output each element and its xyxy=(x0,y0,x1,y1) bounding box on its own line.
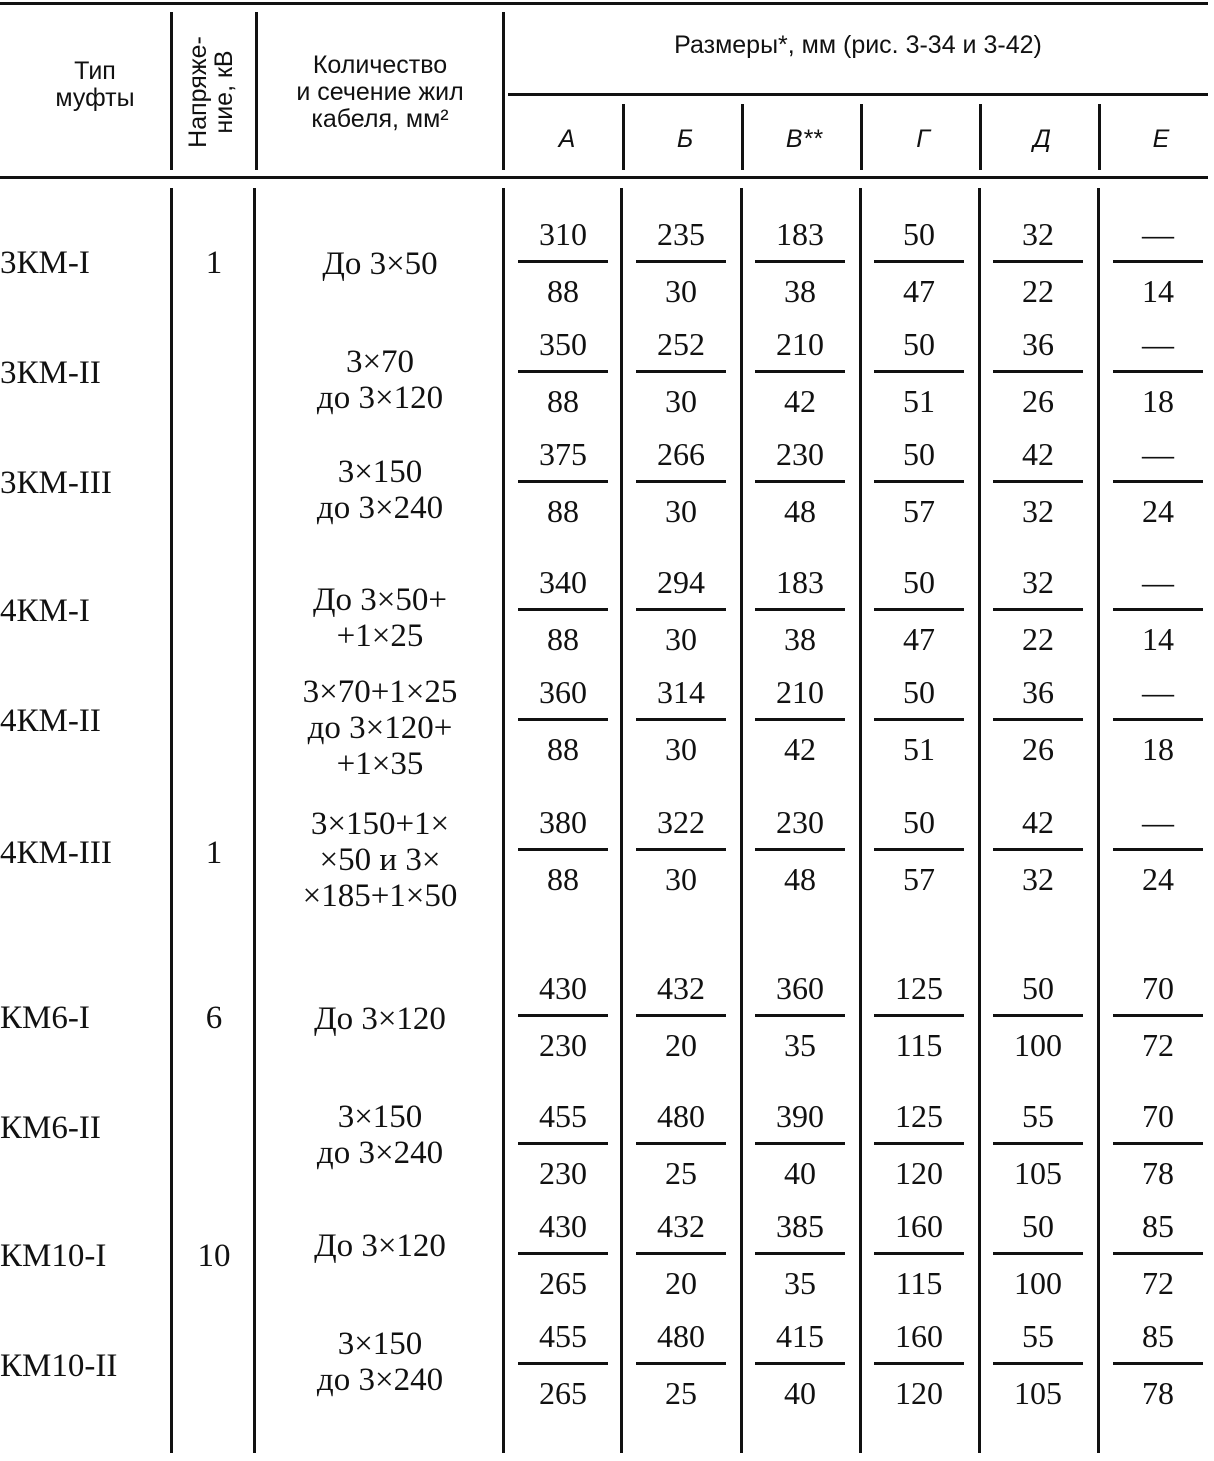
fraction-bar xyxy=(1113,1142,1203,1145)
dimension-numerator: 55 xyxy=(1022,1098,1054,1134)
fraction-bar xyxy=(874,1014,964,1017)
dimension-numerator: 235 xyxy=(657,216,705,252)
dimension-fraction xyxy=(874,1208,964,1301)
fraction-bar xyxy=(755,260,845,263)
dimension-numerator: 85 xyxy=(1142,1208,1174,1244)
dimension-numerator: 50 xyxy=(903,436,935,472)
dimension-fraction xyxy=(874,216,964,309)
column-header-a: А xyxy=(558,125,576,153)
dimension-denominator: 30 xyxy=(665,861,697,897)
dimension-denominator: 88 xyxy=(547,383,579,419)
fraction-bar xyxy=(993,718,1083,721)
dimension-numerator: 85 xyxy=(1142,1318,1174,1354)
dimension-numerator: — xyxy=(1142,326,1174,362)
dimension-numerator: 294 xyxy=(657,564,705,600)
fraction-bar xyxy=(636,1362,726,1365)
fraction-bar xyxy=(1113,260,1203,263)
dimension-numerator: 50 xyxy=(903,326,935,362)
voltage-value: 10 xyxy=(197,1238,231,1274)
sleeve-type-label: 4КМ-III xyxy=(0,835,112,871)
cores-column-header: Количество и сечение жил кабеля, мм² xyxy=(296,51,464,133)
dimension-denominator: 120 xyxy=(895,1375,943,1411)
dimension-numerator: 50 xyxy=(903,216,935,252)
fraction-bar xyxy=(874,1362,964,1365)
cable-cores-section: 3×150+1× ×50 и 3× ×185+1×50 xyxy=(302,806,458,914)
fraction-bar xyxy=(993,1014,1083,1017)
fraction-bar xyxy=(993,1252,1083,1255)
dimension-numerator: — xyxy=(1142,804,1174,840)
fraction-bar xyxy=(755,718,845,721)
dimension-denominator: 115 xyxy=(895,1265,943,1301)
fraction-bar xyxy=(518,1362,608,1365)
fraction-bar xyxy=(518,608,608,611)
dimension-numerator: 430 xyxy=(539,1208,587,1244)
cable-cores-section: До 3×120 xyxy=(314,1228,446,1264)
dimension-denominator: 88 xyxy=(547,621,579,657)
dimension-denominator: 57 xyxy=(903,861,935,897)
dimension-fraction xyxy=(874,970,964,1063)
dimension-denominator: 230 xyxy=(539,1155,587,1191)
cable-cores-section: 3×150 до 3×240 xyxy=(316,1326,444,1398)
dimension-fraction xyxy=(993,1318,1083,1411)
dimension-fraction xyxy=(518,1208,608,1301)
dimension-fraction xyxy=(874,674,964,767)
dimension-fraction xyxy=(636,804,726,897)
fraction-bar xyxy=(518,370,608,373)
dimension-fraction xyxy=(874,564,964,657)
dimension-fraction xyxy=(1113,1318,1203,1411)
dimension-denominator: 22 xyxy=(1022,621,1054,657)
dimension-numerator: 432 xyxy=(657,970,705,1006)
fraction-bar xyxy=(518,1014,608,1017)
dimension-denominator: 14 xyxy=(1142,273,1174,309)
fraction-bar xyxy=(993,260,1083,263)
dimension-denominator: 40 xyxy=(784,1155,816,1191)
dimension-numerator: 360 xyxy=(776,970,824,1006)
dimension-denominator: 25 xyxy=(665,1155,697,1191)
dimension-numerator: — xyxy=(1142,216,1174,252)
sleeve-type-label: 3КМ-II xyxy=(0,355,101,391)
dimension-numerator: 55 xyxy=(1022,1318,1054,1354)
dimension-denominator: 20 xyxy=(665,1265,697,1301)
voltage-value: 1 xyxy=(205,245,223,281)
dimension-denominator: 26 xyxy=(1022,383,1054,419)
dimension-numerator: — xyxy=(1142,674,1174,710)
column-divider xyxy=(978,188,981,1453)
column-divider xyxy=(502,12,505,170)
dimension-numerator: 375 xyxy=(539,436,587,472)
dimension-denominator: 100 xyxy=(1014,1027,1062,1063)
dimension-fraction xyxy=(755,216,845,309)
dimension-fraction xyxy=(874,326,964,419)
dimension-fraction xyxy=(518,564,608,657)
dimension-denominator: 120 xyxy=(895,1155,943,1191)
dimension-fraction xyxy=(518,436,608,529)
dimension-denominator: 88 xyxy=(547,493,579,529)
dimension-fraction xyxy=(993,436,1083,529)
dimension-numerator: 266 xyxy=(657,436,705,472)
dimension-denominator: 47 xyxy=(903,621,935,657)
fraction-bar xyxy=(993,1142,1083,1145)
dimension-numerator: 50 xyxy=(903,674,935,710)
sleeve-type-label: КМ6-I xyxy=(0,1000,90,1036)
dimension-numerator: 480 xyxy=(657,1098,705,1134)
dimension-denominator: 105 xyxy=(1014,1375,1062,1411)
fraction-bar xyxy=(993,480,1083,483)
column-divider xyxy=(170,12,173,170)
fraction-bar xyxy=(1113,608,1203,611)
fraction-bar xyxy=(1113,1014,1203,1017)
fraction-bar xyxy=(636,480,726,483)
dimensions-subheader-rule xyxy=(508,93,1208,96)
header-bottom-rule xyxy=(0,176,1208,179)
dimension-numerator: 32 xyxy=(1022,564,1054,600)
table-top-rule xyxy=(0,2,1208,5)
dimension-denominator: 48 xyxy=(784,861,816,897)
dimension-denominator: 48 xyxy=(784,493,816,529)
dimension-fraction xyxy=(874,436,964,529)
type-column-header: Тип муфты xyxy=(55,57,135,112)
dimension-fraction xyxy=(755,1098,845,1191)
dimension-denominator: 32 xyxy=(1022,861,1054,897)
dimension-fraction xyxy=(1113,564,1203,657)
dimension-denominator: 30 xyxy=(665,273,697,309)
sleeve-type-label: КМ6-II xyxy=(0,1110,101,1146)
fraction-bar xyxy=(993,1362,1083,1365)
fraction-bar xyxy=(874,260,964,263)
dimension-denominator: 47 xyxy=(903,273,935,309)
fraction-bar xyxy=(993,608,1083,611)
dimension-denominator: 25 xyxy=(665,1375,697,1411)
dimension-fraction xyxy=(518,1098,608,1191)
sleeve-type-label: 3КМ-I xyxy=(0,245,90,281)
voltage-value: 6 xyxy=(205,1000,223,1036)
dimension-numerator: 480 xyxy=(657,1318,705,1354)
dimensions-group-header: Размеры*, мм (рис. 3-34 и 3-42) xyxy=(674,31,1042,59)
dimension-fraction xyxy=(518,970,608,1063)
dimension-denominator: 100 xyxy=(1014,1265,1062,1301)
dimension-denominator: 42 xyxy=(784,383,816,419)
dimension-numerator: 70 xyxy=(1142,1098,1174,1134)
dimension-fraction xyxy=(874,804,964,897)
dimension-numerator: 455 xyxy=(539,1318,587,1354)
fraction-bar xyxy=(755,1014,845,1017)
dimension-fraction xyxy=(518,674,608,767)
dimension-numerator: 350 xyxy=(539,326,587,362)
fraction-bar xyxy=(1113,370,1203,373)
fraction-bar xyxy=(518,718,608,721)
cable-cores-section: До 3×50 xyxy=(322,246,438,282)
dimension-fraction xyxy=(1113,1098,1203,1191)
dimension-fraction xyxy=(874,1098,964,1191)
dimension-numerator: 50 xyxy=(1022,1208,1054,1244)
fraction-bar xyxy=(874,1142,964,1145)
dimension-denominator: 105 xyxy=(1014,1155,1062,1191)
dimension-numerator: 42 xyxy=(1022,804,1054,840)
dimension-fraction xyxy=(993,1098,1083,1191)
dimension-denominator: 24 xyxy=(1142,493,1174,529)
dimension-denominator: 38 xyxy=(784,621,816,657)
dimension-numerator: 230 xyxy=(776,804,824,840)
dimension-fraction xyxy=(993,1208,1083,1301)
dimension-denominator: 18 xyxy=(1142,731,1174,767)
dimension-denominator: 30 xyxy=(665,383,697,419)
dimension-denominator: 88 xyxy=(547,273,579,309)
dimension-denominator: 51 xyxy=(903,731,935,767)
dimension-numerator: 50 xyxy=(1022,970,1054,1006)
dimension-fraction xyxy=(874,1318,964,1411)
dimension-numerator: 70 xyxy=(1142,970,1174,1006)
dimension-numerator: 36 xyxy=(1022,326,1054,362)
fraction-bar xyxy=(755,480,845,483)
cable-cores-section: До 3×120 xyxy=(314,1001,446,1037)
fraction-bar xyxy=(636,260,726,263)
fraction-bar xyxy=(755,1362,845,1365)
fraction-bar xyxy=(993,370,1083,373)
fraction-bar xyxy=(518,1252,608,1255)
dimension-fraction xyxy=(636,1098,726,1191)
dimension-numerator: 310 xyxy=(539,216,587,252)
voltage-value: 1 xyxy=(205,835,223,871)
dimension-denominator: 35 xyxy=(784,1265,816,1301)
dimension-denominator: 18 xyxy=(1142,383,1174,419)
dimension-denominator: 78 xyxy=(1142,1155,1174,1191)
dimension-fraction xyxy=(755,564,845,657)
dimension-numerator: 252 xyxy=(657,326,705,362)
dimension-fraction xyxy=(1113,436,1203,529)
dimension-numerator: 125 xyxy=(895,1098,943,1134)
dimension-numerator: 230 xyxy=(776,436,824,472)
dimension-denominator: 88 xyxy=(547,861,579,897)
dimension-denominator: 38 xyxy=(784,273,816,309)
dimension-denominator: 32 xyxy=(1022,493,1054,529)
dimension-denominator: 72 xyxy=(1142,1265,1174,1301)
dimension-fraction xyxy=(636,674,726,767)
fraction-bar xyxy=(518,848,608,851)
column-header-g: Г xyxy=(916,125,930,153)
fraction-bar xyxy=(755,608,845,611)
dimension-numerator: 36 xyxy=(1022,674,1054,710)
dimension-numerator: 432 xyxy=(657,1208,705,1244)
dimension-denominator: 30 xyxy=(665,621,697,657)
dimension-denominator: 78 xyxy=(1142,1375,1174,1411)
dimension-fraction xyxy=(993,970,1083,1063)
dimension-fraction xyxy=(636,564,726,657)
dimension-numerator: 360 xyxy=(539,674,587,710)
dimension-numerator: 42 xyxy=(1022,436,1054,472)
dimension-denominator: 35 xyxy=(784,1027,816,1063)
voltage-column-header: Напряже- ние, кВ xyxy=(184,36,238,148)
dimension-numerator: 50 xyxy=(903,564,935,600)
fraction-bar xyxy=(636,608,726,611)
fraction-bar xyxy=(755,1252,845,1255)
fraction-bar xyxy=(874,480,964,483)
dimension-numerator: 415 xyxy=(776,1318,824,1354)
dimension-fraction xyxy=(1113,1208,1203,1301)
fraction-bar xyxy=(993,848,1083,851)
dimension-numerator: 125 xyxy=(895,970,943,1006)
dimension-numerator: 385 xyxy=(776,1208,824,1244)
fraction-bar xyxy=(518,480,608,483)
fraction-bar xyxy=(636,848,726,851)
fraction-bar xyxy=(874,608,964,611)
dimension-numerator: 160 xyxy=(895,1318,943,1354)
dimension-fraction xyxy=(755,804,845,897)
sleeve-type-label: 4КМ-II xyxy=(0,703,101,739)
dimension-numerator: 50 xyxy=(903,804,935,840)
column-divider xyxy=(620,188,623,1453)
fraction-bar xyxy=(874,848,964,851)
column-header-b: Б xyxy=(676,125,694,153)
dimension-denominator: 265 xyxy=(539,1265,587,1301)
dimension-fraction xyxy=(518,1318,608,1411)
column-divider xyxy=(740,188,743,1453)
fraction-bar xyxy=(1113,1252,1203,1255)
dimension-fraction xyxy=(993,326,1083,419)
dimension-numerator: 210 xyxy=(776,674,824,710)
dimension-fraction xyxy=(636,970,726,1063)
fraction-bar xyxy=(518,1142,608,1145)
dimension-fraction xyxy=(1113,326,1203,419)
dimension-fraction xyxy=(755,1208,845,1301)
fraction-bar xyxy=(874,370,964,373)
dimension-denominator: 26 xyxy=(1022,731,1054,767)
dimension-denominator: 40 xyxy=(784,1375,816,1411)
column-header-v: В** xyxy=(785,125,823,153)
dimension-denominator: 20 xyxy=(665,1027,697,1063)
dimension-numerator: 183 xyxy=(776,564,824,600)
dimension-denominator: 14 xyxy=(1142,621,1174,657)
dimension-numerator: 340 xyxy=(539,564,587,600)
dimension-numerator: 314 xyxy=(657,674,705,710)
dimension-denominator: 88 xyxy=(547,731,579,767)
fraction-bar xyxy=(636,1014,726,1017)
fraction-bar xyxy=(755,1142,845,1145)
column-divider xyxy=(502,188,505,1453)
dimension-fraction xyxy=(993,674,1083,767)
dimension-fraction xyxy=(755,1318,845,1411)
dimension-fraction xyxy=(1113,674,1203,767)
dimension-numerator: 160 xyxy=(895,1208,943,1244)
fraction-bar xyxy=(1113,1362,1203,1365)
cable-cores-section: 3×70+1×25 до 3×120+ +1×35 xyxy=(302,674,458,782)
fraction-bar xyxy=(755,848,845,851)
fraction-bar xyxy=(636,1252,726,1255)
cable-cores-section: 3×70 до 3×120 xyxy=(316,344,444,416)
fraction-bar xyxy=(755,370,845,373)
cable-cores-section: 3×150 до 3×240 xyxy=(316,1099,444,1171)
dimension-numerator: — xyxy=(1142,564,1174,600)
dimension-numerator: 390 xyxy=(776,1098,824,1134)
fraction-bar xyxy=(636,718,726,721)
dimension-fraction xyxy=(636,436,726,529)
dimension-fraction xyxy=(636,1318,726,1411)
dimension-fraction xyxy=(755,436,845,529)
cable-cores-section: 3×150 до 3×240 xyxy=(316,454,444,526)
dimension-fraction xyxy=(518,326,608,419)
dimension-fraction xyxy=(636,216,726,309)
fraction-bar xyxy=(1113,480,1203,483)
column-header-e: Е xyxy=(1152,125,1170,153)
sleeve-type-label: КМ10-I xyxy=(0,1238,107,1274)
dimension-denominator: 22 xyxy=(1022,273,1054,309)
dimension-numerator: 210 xyxy=(776,326,824,362)
dimension-denominator: 30 xyxy=(665,493,697,529)
dimension-fraction xyxy=(993,216,1083,309)
dimension-denominator: 42 xyxy=(784,731,816,767)
dimension-fraction xyxy=(755,970,845,1063)
column-header-d: Д xyxy=(1033,125,1051,153)
dimension-numerator: 430 xyxy=(539,970,587,1006)
dimension-denominator: 115 xyxy=(895,1027,943,1063)
fraction-bar xyxy=(636,370,726,373)
dimension-denominator: 230 xyxy=(539,1027,587,1063)
dimension-numerator: 380 xyxy=(539,804,587,840)
dimension-fraction xyxy=(1113,216,1203,309)
dimension-numerator: 455 xyxy=(539,1098,587,1134)
dimension-denominator: 30 xyxy=(665,731,697,767)
fraction-bar xyxy=(518,260,608,263)
sleeve-type-label: 3КМ-III xyxy=(0,465,112,501)
dimension-fraction xyxy=(518,216,608,309)
dimension-fraction xyxy=(1113,970,1203,1063)
cable-cores-section: До 3×50+ +1×25 xyxy=(313,582,447,654)
fraction-bar xyxy=(874,1252,964,1255)
fraction-bar xyxy=(636,1142,726,1145)
dimension-denominator: 57 xyxy=(903,493,935,529)
column-divider xyxy=(1097,188,1100,1453)
dimension-numerator: 183 xyxy=(776,216,824,252)
dimension-fraction xyxy=(755,674,845,767)
dimension-fraction xyxy=(993,564,1083,657)
dimension-fraction xyxy=(636,1208,726,1301)
dimension-fraction xyxy=(518,804,608,897)
dimension-fraction xyxy=(636,326,726,419)
dimension-numerator: — xyxy=(1142,436,1174,472)
dimension-denominator: 265 xyxy=(539,1375,587,1411)
dimension-numerator: 32 xyxy=(1022,216,1054,252)
fraction-bar xyxy=(874,718,964,721)
dimension-fraction xyxy=(1113,804,1203,897)
dimension-fraction xyxy=(993,804,1083,897)
column-divider xyxy=(859,188,862,1453)
dimension-fraction xyxy=(755,326,845,419)
dimension-denominator: 72 xyxy=(1142,1027,1174,1063)
sleeve-type-label: 4КМ-I xyxy=(0,593,90,629)
dimension-denominator: 24 xyxy=(1142,861,1174,897)
dimension-numerator: 322 xyxy=(657,804,705,840)
dimension-denominator: 51 xyxy=(903,383,935,419)
fraction-bar xyxy=(1113,718,1203,721)
fraction-bar xyxy=(1113,848,1203,851)
sleeve-type-label: КМ10-II xyxy=(0,1348,118,1384)
